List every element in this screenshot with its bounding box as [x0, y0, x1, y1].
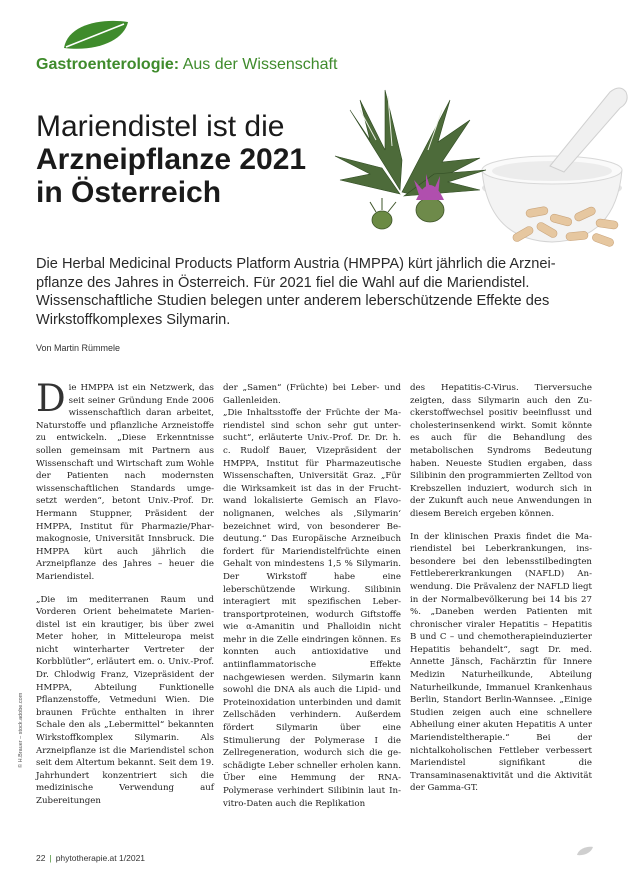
issue-number: 1/2021 — [119, 853, 146, 863]
page-footer — [36, 853, 145, 863]
article-title — [36, 110, 366, 209]
article-column-1 — [36, 377, 214, 818]
section-category: Gastroenterologie: — [36, 56, 180, 73]
magazine-name: phytotherapie.at — [55, 853, 117, 863]
drop-cap: D — [36, 377, 66, 420]
milk-thistle-illustration — [330, 70, 628, 250]
paragraph — [36, 377, 214, 584]
footer-separator: | — [49, 853, 52, 863]
footer-leaf-icon — [576, 846, 594, 856]
page-number: 22 — [36, 853, 46, 863]
title-line-2: Arzneipflanze 2021 — [36, 143, 307, 176]
article-column-3 — [410, 382, 592, 805]
paragraph: „Die Inhaltsstoffe der Früchte der Mariendistel sind schon sehr gut untersucht“, erläuterte Univ.-Prof. Dr. Dr. h. c. Rudolf Bauer, Vizepräsident der HMPPA, Institut für Pharmazeutische Wissenschaften, Universität Graz. „Für die Wirksamkeit ist das in der Fruchtwand lokalisierte Gemisch an Flavonolignanen, welches als ‚Silymarin‘ bezeichnet wird, von besonderer Bedeutung.“ Das Europäische Arzneibuch fordert für Mariendistelfrüchte einen Gehalt von mindestens 1,5 % Silymarin. Der Wirkstoff habe eine leberschützende Wirkung. Silibinin interagiert mit spezifischen Lebertransportproteinen, wodurch Giftstoffe wie α-Amanitin und Phalloidin nicht mehr in die Zelle eindringen können. Es konnten auch antioxidative und antiinflammatorische Effekte nachgewiesen werden. Silymarin kann sowohl die DNA als auch die Lipid- und Proteinoxidation unterbinden und damit Zellschäden verhindern. Außerdem fördert Silymarin über eine Stimulierung der Polymerase I die Zellregeneration, wodurch sich die geschädigte Leber schneller erholen kann. Über eine Hemmung der RNA-Polymerase verhindert Silibinin laut In-vitro-Daten auch die Replikation — [223, 408, 401, 809]
section-subcategory: Aus der Wissenschaft — [182, 56, 338, 73]
title-line-3: in Österreich — [36, 176, 222, 209]
paragraph: „Die im mediterranen Raum und Vorderen Orient beheimatete Mariendistel ist ein krautiger, bis über zwei Meter hoher, in Mitteleuropa meist nicht winterharter Vertreter der Korbblütler“, erläutert em. o. Univ.-Prof. Dr. Chlodwig Franz, Vizepräsident der HMPPA, Abteilung Funktionelle Pflanzenstoffe, Vetmeduni Wien. Die braunen Früchte enthalten in ihrer Schale den als „Lebermittel“ bekannten Wirkstoffkomplex Silymarin. Als Arzneipflanze ist die Mariendistel schon seit dem Altertum bekannt. Seit dem 19. Jahrhundert konzentriert sich die medizinische Verwendung auf Zubereitungen — [36, 594, 214, 806]
leaf-logo-icon — [62, 18, 130, 52]
photo-credit: © H.Brauer – stock.adobe.com — [18, 692, 24, 768]
title-line-1: Mariendistel ist die — [36, 110, 285, 143]
article-column-2 — [223, 382, 401, 820]
paragraph: der „Samen“ (Früchte) bei Leber- und Gallenleiden. — [223, 383, 401, 406]
paragraph-text: ie HMPPA ist ein Netzwerk, das seit seiner Gründung Ende 2006 wissenschaftlich daran arbeitet, Naturstoffe und pflanzliche Arzneistoffe zu entwickeln. „Diese Erkenntnisse sollen gemeinsam mit Partnern aus Wissenschaft und Wirtschaft zum Wohle der Patienten nach modernsten wissenschaftlichen Standards umgesetzt werden“, betont Univ.-Prof. Dr. Hermann Stuppner, Präsident der HMPPA, Institut für Pharmazie/Pharmakognosie, Universität Innsbruck. Die HMPPA kürt auch jährlich die Arzneipflanze des Jahres – heuer die Mariendistel. — [36, 383, 214, 582]
paragraph: des Hepatitis-C-Virus. Tierversuche zeigten, dass Silymarin auch den Zuckerstoffwechsel positiv beeinflusst und cholesterinsenkend wirkt. Somit könnte es auch für die Behandlung des metabolischen Syndroms Bedeutung haben. Neueste Studien ergaben, dass Silibinin den programmierten Zelltod von Krebszellen induziert, wodurch sich in der Zukunft auch neue Anwendungen in diesem Bereich ergeben können. — [410, 383, 592, 519]
article-author: Von Martin Rümmele — [36, 343, 121, 353]
article-lead: Die Herbal Medicinal Products Platform Austria (HMPPA) kürt jährlich die Arzneipflanze des Jahres in Österreich. Für 2021 fiel die Wahl auf die Mariendistel. Wissenschaftliche Studien belegen unter anderem leberschützende Effekte des Wirkstoffkomplexes Silymarin. — [36, 256, 556, 328]
section-header — [36, 56, 337, 74]
paragraph: In der klinischen Praxis findet die Mariendistel bei Leberkrankungen, insbesondere bei den lebensstilbedingten Fettlebererkrankungen (NAFLD) Anwendung. Die Prävalenz der NAFLD liegt in der Normalbevölkerung bei 14 bis 27 %. „Daneben werden Patienten mit chronischer viraler Hepatitis – Hepatitis B und C – und chemotherapieinduzierter Hepatitis behandelt“, sagt Dr. med. Annette Jänsch, Fachärztin für Innere Medizin Naturheilkunde, Abteilung Naturheilkunde, Immanuel Krankenhaus Berlin, Standort Berlin-Wannsee. „Einige Studien zeigen auch eine schnellere Abheilung einer akuten Hepatitis A unter Mariendisteltherapie.“ Bei der nichtalkoholischen Fettleber verbessert Mariendistel signifikant die Transaminasenaktivität und die Aktivität der Gamma-GT. — [410, 531, 592, 794]
